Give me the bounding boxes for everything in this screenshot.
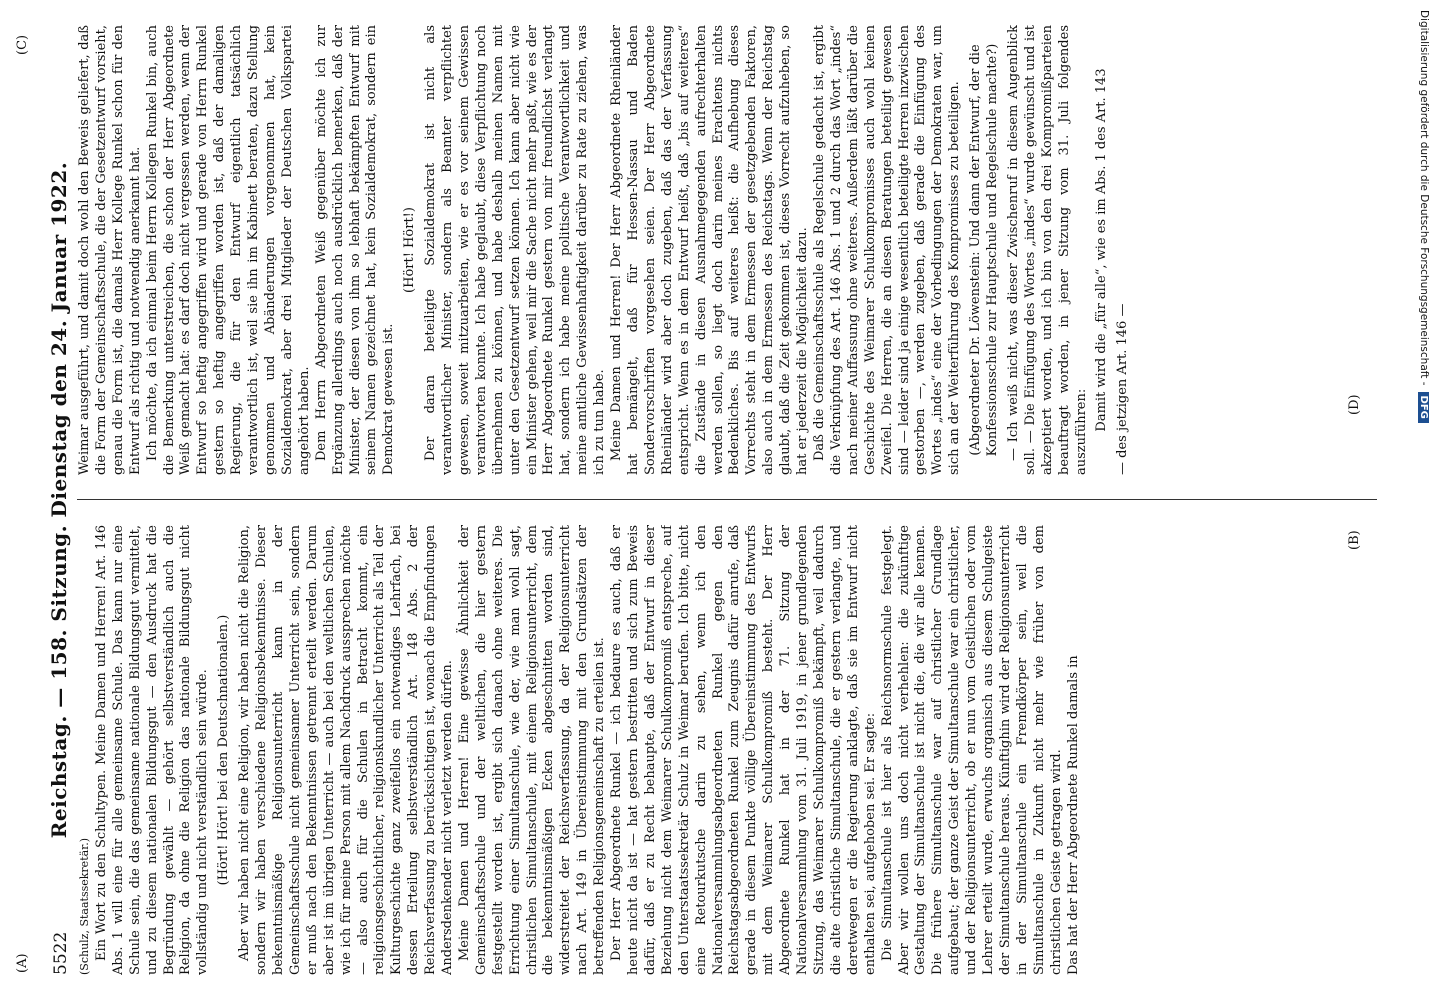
sidebar-text [1418,10,1430,423]
margin-marker-c: (C) [15,34,30,55]
rotated-page-content [15,25,1397,975]
dfg-logo: DFG [1418,392,1429,423]
right-column [77,25,1397,475]
column-divider [77,499,1377,500]
paragraph: Der daran beteiligte Sozialdemokrat ist nicht als verantwortlicher Minister, sondern als Beamter verpflichtet gewesen, soweit mitzuarbeiten, wie er es vor seinem Gewissen verantworten konnte. Ich habe geglaubt, diese Verpflichtung noch übernehmen zu können, und habe deshalb meinen Namen mit unter den Gesetzentwurf setzen können. Ich kann aber nicht wie ein Minister gehen, weil mir die Sache nicht mehr paßt, wie es der Herr Abgeordnete Runkel gestern von mir freundlichst verlangt hat, sondern ich habe meine politische Verantwortlichkeit und meine amtliche Gewissenhaftigkeit darüber zu Rate zu ziehen, was ich zu tun habe. [423,25,608,475]
speaker-label: (Schulz, Staatssekretär.) [78,837,91,975]
paragraph: Meine Damen und Herren! Der Herr Abgeordnete Rheinländer hat bemängelt, daß für Hessen-Nassau und Baden Sondervorschriften vorgesehen seien. Der Herr Abgeordnete Rheinländer wird aber doch zugeben, daß das der Verfassung entspricht. Wenn es in dem Entwurf heißt, daß „bis auf weiteres“ die Zustände in diesen Ausnahmegegenden aufrechterhalten werden sollen, so liegt doch darin meines Erachtens nichts Bedenkliches. Bis auf weiteres heißt: die Aufhebung dieses Vorrechts steht in dem Ermessen der gesetzgebenden Faktoren, also auch in dem Ermessen des Reichstags. Wenn der Reichstag glaubt, daß die Zeit gekommen ist, dieses Vorrecht aufzuheben, so hat er jederzeit die Möglichkeit dazu. [609,25,811,475]
paragraph: Ein Wort zu den Schultypen. Meine Damen und Herren! Art. 146 Abs. 1 will eine für alle gemeinsame Schule. Das kann nur eine Schule sein, die das gemeinsame nationale Bildungsgut vermittelt, und zu diesem nationalen Bildungsgut — den Ausdruck hat die Begründung gewählt — gehört selbstverständlich auch die Religion, da ohne die Religion das nationale Bildungsgut nicht vollständig und nicht verständlich sein würde. [93,525,211,975]
left-column [77,525,1397,975]
paragraph: — Ich weiß nicht, was dieser Zwischenruf in diesem Augenblick soll. — Die Einfügung des Wortes „indes“ wurde gewünscht und ist akzeptiert worden, und ich bin von den drei Kompromißparteien beauftragt worden, in jener Sitzung vom 31. Juli folgendes auszuführen: [1005,25,1089,475]
funding-note: Digitalisierung gefördert durch die Deutsche Forschungsgemeinschaft - [1418,10,1430,386]
paragraph: Weimar ausgeführt, und damit doch wohl den Beweis geliefert, daß die Form der Gemeinschaftsschule, die der Gesetzentwurf vorsieht, genau die Form ist, die damals Herr Kollege Runkel schon für den Entwurf als richtig und notwendig anerkannt hat. [77,25,143,475]
paragraph: Das hat der Herr Abgeordnete Runkel damals in [1065,655,1081,975]
paragraph: Der Herr Abgeordnete Runkel — ich bedaure es auch, daß er heute nicht da ist — hat gestern bestritten und sich zum Beweis dafür, daß er zu Recht behaupte, daß der Entwurf in dieser Beziehung nicht dem Weimarer Schulkompromiß entspreche, auf den Unterstaatssekretär Schulz in Weimar berufen. Ich bitte, nicht eine Retourkutsche darin zu sehen, wenn ich den Nationalversammlungsabgeordneten Runkel gegen den Reichstagsabgeordneten Runkel zum Zeugnis dafür anrufe, daß gerade in diesem Punkte völlige Übereinstimmung des Entwurfs mit dem Weimarer Schulkompromiß besteht. Der Herr Abgeordnete Runkel hat in der 71. Sitzung der Nationalversammlung vom 31. Juli 1919, in jener grundlegenden Sitzung, das Weimarer Schulkompromiß bekämpft, weil dadurch die alte christliche Simultanschule, die er gestern verlangte, und deretwegen er die Regierung anklagte, daß sie im Entwurf nicht enthalten sei, aufgehoben sei. Er sagte: [609,525,878,975]
page-title: Reichstag. — 158. Sitzung. Dienstag den 24. Januar 1922. [47,161,71,839]
paragraph: Meine Damen und Herren! Eine gewisse Ähnlichkeit der Gemeinschaftsschule und der weltlichen, die hier gestern festgestellt worden ist, ergibt sich danach ohne weiteres. Die Errichtung einer Simultanschule, wie der, wie man wohl sagt, christlichen Simultanschule, mit einem Religionsunterricht, dem die bekenntnismäßigen Ecken abgeschnitten worden sind, widerstreitet der Reichsverfassung, da der Religionsunterricht nach Art. 149 in Übereinstimmung mit den Grundsätzen der betreffenden Religionsgemeinschaft zu erteilen ist. [456,525,608,975]
paragraph: Dem Herrn Abgeordneten Weiß gegenüber möchte ich zur Ergänzung allerdings auch noch ausdrücklich bemerken, daß der Minister, der diesen von ihm so lebhaft bekämpften Entwurf mit seinem Namen gezeichnet hat, kein Sozialdemokrat, sondern ein Demokrat gewesen ist. [313,25,397,475]
paragraph: Aber wir haben nicht eine Religion, wir haben nicht die Religion, sondern wir haben verschiedene Religionsbekenntnisse. Dieser bekenntnismäßige Religionsunterricht kann in der Gemeinschaftsschule nicht gemeinsamer Unterricht sein, sondern er muß nach den Bekenntnissen getrennt erteilt werden. Darum aber ist im übrigen Unterricht — auch bei den weltlichen Schulen, wie ich für meine Person mit allem Nachdruck aussprechen möchte — also auch für die Schulen in Betracht kommt, ein religionsgeschichtlicher, religionskundlicher Unterricht als Teil der Kulturgeschichte ganz zweifellos ein notwendiges Lehrfach, bei dessen Erteilung selbstverständlich Art. 148 Abs. 2 der Reichsverfassung zu berücksichtigen ist, wonach die Empfindungen Andersdenkender nicht verletzt werden dürfen. [237,525,456,975]
margin-marker-b: (B) [1347,530,1362,550]
paragraph: Daß die Gemeinschaftsschule als Regelschule gedacht ist, ergibt die Verknüpfung des Art. 146 Abs. 1 und 2 durch das Wort „indes“ nach meiner Auffassung ohne weiteres. Außerdem läßt darüber die Geschichte des Weimarer Schulkompromisses auch wohl keinen Zweifel. Die Herren, die an diesen Beratungen beteiligt gewesen sind — leider sind ja einige wesentlich beteiligte Herren inzwischen gestorben —, werden zugeben, daß gerade die Einfügung des Wortes „indes“ eine der Vorbedingungen der Demokraten war, um sich an der Weiterführung des Kompromisses zu beteiligen. [811,25,963,475]
margin-marker-a: (A) [15,953,30,973]
page-header [37,25,71,975]
interjection: (Hört! Hört! bei den Deutschnationalen.) [216,614,232,886]
quotation: Damit wird die „für alle“, wie es im Abs. 1 des Art. 143 [1094,68,1110,432]
page-number: 5522 [51,931,71,975]
margin-marker-d: (D) [1347,394,1362,415]
paragraph: — des jetzigen Art. 146 — [1115,303,1131,475]
paragraph: Ich möchte, da ich einmal beim Herrn Kollegen Runkel bin, auch die Bemerkung unterstreichen, die schon der Herr Abgeordnete Weiß gemacht hat: es darf doch nicht vergessen werden, wenn der Entwurf so heftig angegriffen wird und gerade von Herrn Runkel gestern so heftig angegriffen worden ist, daß der damaligen Regierung, die für den Entwurf eigentlich tatsächlich verantwortlich ist, weil sie ihn im Kabinett beraten, dazu Stellung genommen und Abänderungen vorgenommen hat, kein Sozialdemokrat, aber drei Mitglieder der Deutschen Volkspartei angehört haben. [144,25,312,475]
digitization-sidebar [1406,10,1430,990]
quotation: Die Simultanschule ist hier als Reichsnormschule festgelegt. Aber wir wollen uns doch nicht verhehlen: die zukünftige Gestaltung der Simultanschule ist nicht die, die wir alle kennen. Die frühere Simultanschule war auf christlicher Grundlage aufgebaut; der ganze Geist der Simultanschule war ein christlicher, und der Religionsunterricht, ob er nun vom Geistlichen oder vom Lehrer erteilt wurde, erwuchs organisch aus diesem Schulgeiste der Simultanschule heraus. Künftighin wird der Religionsunterricht in der Simultanschule ein Fremdkörper sein, weil die Simultanschule in Zukunft nicht mehr wie früher von dem christlichen Geiste getragen wird. [879,525,1064,975]
interjection: (Hört! Hört!) [402,207,418,293]
interjection: (Abgeordneter Dr. Löwenstein: Und dann der Entwurf, der die Konfessionsschule zur Hauptschule und Regelschule machte?) [968,43,1001,457]
